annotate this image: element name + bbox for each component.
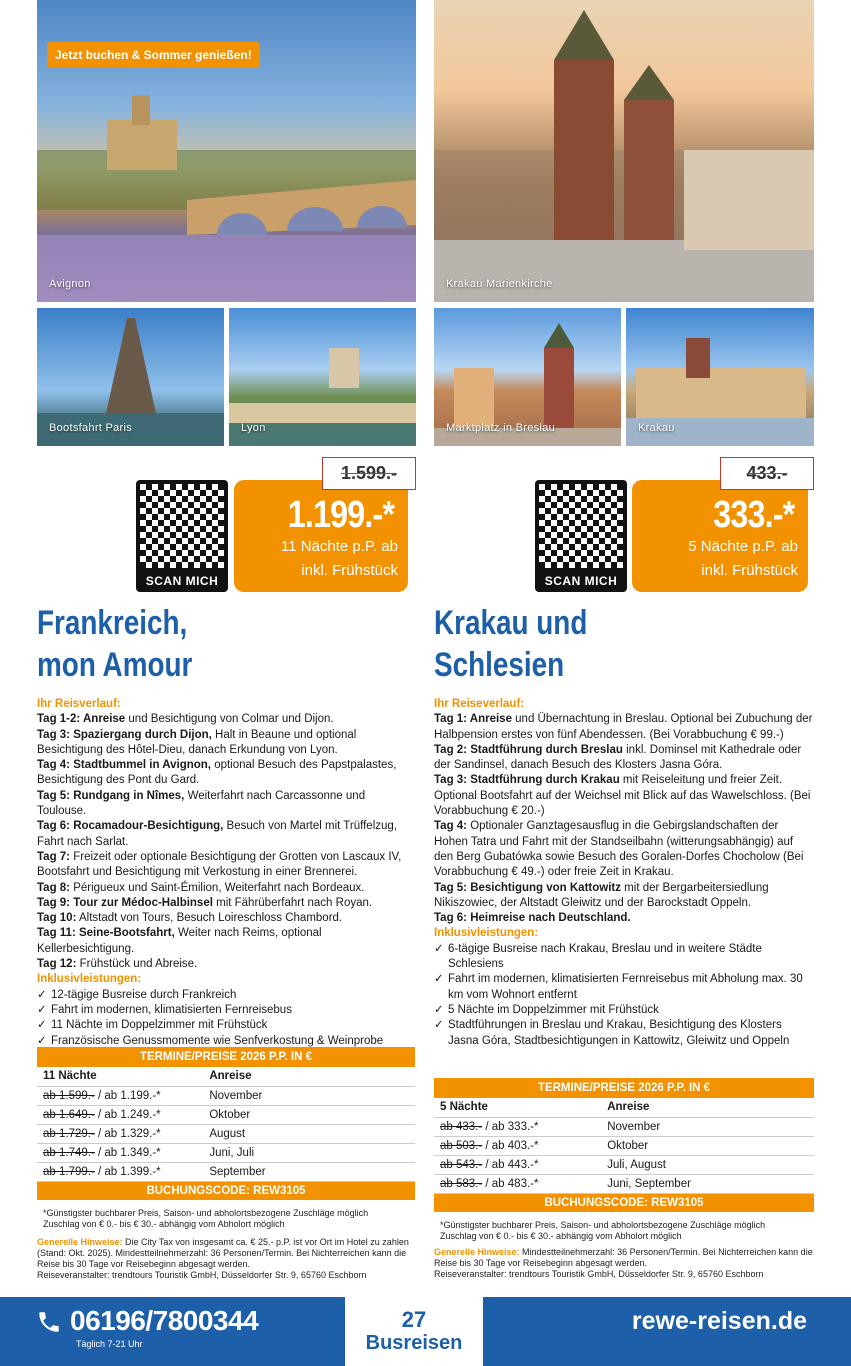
month-cell: Oktober (601, 1136, 814, 1155)
photo-krakau-marienkirche (434, 0, 814, 302)
itinerary-krakau (434, 697, 814, 1049)
route-day-label: Tag 5: Rundgang in Nîmes, (37, 789, 185, 802)
month-cell: September (203, 1162, 415, 1181)
price-nights: 5 Nächte p.P. ab (688, 538, 798, 555)
route-day (37, 896, 417, 911)
fine-print-frankreich (43, 1208, 413, 1230)
month-cell: Oktober (203, 1105, 415, 1124)
route-day-label: Tag 11: Seine-Bootsfahrt, (37, 927, 175, 940)
inclusions-list (434, 942, 814, 1049)
inclusion-item: ✓ 12-tägige Busreise durch Frankreich (37, 988, 417, 1003)
col-arrival: Anreise (203, 1067, 415, 1086)
route-day (37, 758, 417, 789)
inclusions-heading: Inklusivleistungen: (434, 927, 539, 940)
old-price-cell: ab 503.- (440, 1139, 483, 1152)
price-table-krakau (434, 1078, 814, 1212)
old-price: 1.599.- (322, 457, 416, 490)
route-day (434, 911, 814, 926)
route-day-label: Tag 3: Stadtführung durch Krakau (434, 774, 620, 787)
price-box-frankreich (234, 480, 408, 592)
month-cell: Juli, August (601, 1155, 814, 1174)
fine-line-1: *Günstigster buchbarer Preis, Saison- und abholortsbezogene Zuschläge möglich (43, 1208, 369, 1218)
route-day (37, 850, 417, 881)
route-day-text: mit Fährüberfahrt nach Royan. (212, 896, 373, 909)
route-day (37, 911, 417, 926)
title-krakau-line1: Krakau und (434, 604, 588, 642)
month-cell: November (203, 1086, 415, 1105)
hints-krakau (434, 1247, 814, 1280)
table-row (37, 1124, 415, 1143)
price-cell (434, 1155, 601, 1174)
itinerary-frankreich (37, 697, 417, 1049)
hint-label: Generelle Hinweise: (434, 1247, 520, 1257)
inclusions-list (37, 988, 417, 1049)
table-heading: TERMINE/PREISE 2026 P.P. IN € (434, 1078, 814, 1098)
photo-paris (37, 308, 224, 446)
table-row (434, 1155, 814, 1174)
table-row (37, 1086, 415, 1105)
phone-icon (36, 1309, 62, 1335)
route-day-text: Weiter nach Reims, optional Kellerbesichtigung. (37, 927, 322, 955)
route-day (37, 712, 417, 727)
scan-label: SCAN MICH (544, 574, 618, 588)
new-price-cell: / ab 1.399.-* (94, 1165, 161, 1178)
qr-code-krakau[interactable] (535, 480, 627, 592)
new-price-cell: / ab 443.-* (482, 1158, 539, 1171)
price-cell (37, 1086, 203, 1105)
caption-paris: Bootsfahrt Paris (49, 422, 133, 434)
route-day-text: Frühstück und Abreise. (76, 958, 198, 971)
table-row (37, 1162, 415, 1181)
old-price-cell: ab 1.729.- (43, 1127, 95, 1140)
hint-text: Mindestteilnehmerzahl: 36 Personen/Termin. Bei Nichterreichen kann die Reise bis 30 Tage vor Reisebeginn abgesagt werden. (434, 1247, 813, 1268)
hints-frankreich (37, 1237, 417, 1281)
route-heading: Ihr Reiseverlauf: (434, 698, 525, 710)
route-day-label: Tag 9: Tour zur Médoc-Halbinsel (37, 896, 213, 909)
old-price-cell: ab 1.799.- (43, 1165, 95, 1178)
route-day-text: Weiterfahrt nach Carcassonne und Toulouse. (37, 789, 366, 818)
fine-line-2: Zuschlag von € 0.- bis € 30.- abhängig vom Abholort möglich (43, 1219, 285, 1229)
price-cell (37, 1105, 203, 1124)
col-nights: 5 Nächte (434, 1098, 601, 1117)
table-row (37, 1105, 415, 1124)
table-heading: TERMINE/PREISE 2026 P.P. IN € (37, 1047, 415, 1067)
inclusion-item: ✓ Französische Genussmomente wie Senfverkostung & Weinprobe (37, 1034, 417, 1049)
table-head-row (37, 1047, 415, 1067)
new-price-cell: / ab 483.-* (482, 1177, 539, 1190)
old-price-cell: ab 543.- (440, 1158, 483, 1171)
month-cell: November (601, 1117, 814, 1136)
table-col-headers (434, 1098, 814, 1117)
route-day-text: Altstadt von Tours, Besuch Loireschloss Chambord. (76, 912, 343, 925)
marienkirche-illustration (434, 0, 814, 302)
new-price-cell: / ab 1.329.-* (94, 1127, 161, 1140)
route-day (434, 712, 814, 743)
old-price-cell: ab 1.649.- (43, 1108, 95, 1121)
title-krakau-line2: Schlesien (434, 646, 565, 684)
route-day-label: Tag 2: Stadtführung durch Breslau (434, 743, 623, 756)
route-day-text: mit Reiseleitung und freier Zeit. Optional Bootsfahrt auf der Weichsel mit Blick auf das Wawelschloss. (Bei Vorabbuchung € 20.-) (434, 774, 811, 818)
route-day-text: und Übernachtung in Breslau. Optional bei Zubuchung der Halbpension erstes von fünf Abendessen. (Bei Vorabbuchung € 99.-) (434, 713, 813, 741)
booking-code: BUCHUNGSCODE: REW3105 (434, 1193, 814, 1212)
page-marker (345, 1297, 483, 1366)
fine-line-1: *Günstigster buchbarer Preis, Saison- und abholortsbezogene Zuschläge möglich (440, 1220, 766, 1230)
old-price: 433.- (720, 457, 814, 490)
operator: Reiseveranstalter: trendtours Touristik GmbH, Düsseldorfer Str. 9, 65760 Eschborn (37, 1270, 367, 1280)
photo-breslau (434, 308, 621, 446)
current-price: 1.199.-* (287, 494, 394, 536)
old-price-cell: ab 1.749.- (43, 1146, 95, 1159)
table-head-row (434, 1078, 814, 1098)
inclusions-heading: Inklusivleistungen: (37, 973, 142, 986)
inclusion-item: ✓ 11 Nächte im Doppelzimmer mit Frühstück (37, 1018, 417, 1033)
booking-code-row (37, 1181, 415, 1200)
table-row (434, 1174, 814, 1193)
route-day-label: Tag 1-2: Anreise (37, 713, 126, 726)
price-cell (37, 1124, 203, 1143)
phone-hours: Täglich 7-21 Uhr (76, 1339, 143, 1349)
new-price-cell: / ab 403.-* (482, 1139, 539, 1152)
route-day-label: Tag 12: (37, 958, 77, 971)
route-day (37, 819, 417, 850)
promo-badge: Jetzt buchen & Sommer genießen! (47, 42, 260, 68)
page-number: 27 (401, 1307, 427, 1332)
booking-code: BUCHUNGSCODE: REW3105 (37, 1181, 415, 1200)
month-cell: August (203, 1124, 415, 1143)
new-price-cell: / ab 1.349.-* (94, 1146, 161, 1159)
scan-label: SCAN MICH (145, 574, 219, 588)
route-day-label: Tag 6: Heimreise nach Deutschland. (434, 912, 631, 925)
price-cell (434, 1117, 601, 1136)
hint-label: Generelle Hinweise: (37, 1237, 123, 1247)
caption-lyon: Lyon (241, 422, 266, 434)
route-day (37, 926, 417, 957)
booking-code-row (434, 1193, 814, 1212)
route-day-label: Tag 8: (37, 881, 71, 894)
price-nights: 11 Nächte p.P. ab (280, 538, 398, 555)
price-table-frankreich (37, 1047, 415, 1200)
photo-lyon (229, 308, 416, 446)
route-heading: Ihr Reisverlauf: (37, 698, 121, 710)
route-day-label: Tag 5: Besichtigung von Kattowitz (434, 881, 621, 894)
new-price-cell: / ab 1.249.-* (94, 1108, 161, 1121)
qr-pattern (539, 484, 623, 568)
route-day-text: Halt in Beaune und optional Besichtigung des Hôtel-Dieu, danach Erkundung von Lyon. (37, 728, 357, 756)
inclusion-item: ✓ Fahrt im modernen, klimatisierten Fernreisebus mit Abholung max. 30 km vom Wohnort entfernt (434, 972, 814, 1003)
route-day (434, 773, 814, 819)
route-day-text: mit der Bergarbeitersiedlung Nikiszowiec, der Altstadt Gleiwitz und der Barockstadt Oppeln. (434, 881, 769, 909)
title-frankreich-line1: Frankreich, (37, 604, 188, 642)
price-box-krakau (632, 480, 808, 592)
caption-krakau-marienkirche: Krakau Marienkirche (446, 278, 553, 290)
route-day-label: Tag 10: (37, 912, 77, 925)
old-price-cell: ab 583.- (440, 1177, 483, 1190)
fine-print-krakau (440, 1220, 810, 1242)
route-day (37, 881, 417, 896)
table-row (37, 1143, 415, 1162)
col-nights: 11 Nächte (37, 1067, 203, 1086)
section-name: Busreisen (365, 1332, 463, 1354)
operator: Reiseveranstalter: trendtours Touristik GmbH, Düsseldorfer Str. 9, 65760 Eschborn (434, 1269, 764, 1279)
price-cell (37, 1162, 203, 1181)
hint-text: Die City Tax von insgesamt ca. € 25.- p.P. ist vor Ort im Hotel zu zahlen (Stand: Okt. 2025). Mindestteilnehmerzahl: 36 Personen/Termin. Bei Nichterreichen kann die Reise bis 30 Tage vor Reisebeginn abgesagt werden. (37, 1237, 409, 1269)
fine-line-2: Zuschlag von € 0.- bis € 30.- abhängig vom Abholort möglich (440, 1231, 682, 1241)
route-day-label: Tag 4: (434, 820, 468, 833)
price-cell (434, 1174, 601, 1193)
phone-number[interactable]: 06196/7800344 (70, 1305, 259, 1336)
table-row (434, 1117, 814, 1136)
price-board: inkl. Frühstück (301, 562, 398, 579)
route-day-text: und Besichtigung von Colmar und Dijon. (125, 713, 334, 726)
current-price: 333.-* (712, 494, 794, 536)
price-cell (434, 1136, 601, 1155)
route-day-label: Tag 3: Spaziergang durch Dijon, (37, 728, 212, 741)
route-day (434, 819, 814, 880)
route-day-text: optional Besuch des Papstpalastes, Besichtigung des Pont du Gard. (37, 759, 397, 787)
route-day-label: Tag 1: Anreise (434, 713, 512, 726)
inclusion-item: ✓ Stadtführungen in Breslau und Krakau, Besichtigung des Klosters Jasna Góra, Stadtbesichtigungen in Kattowitz, Gleiwitz und Oppeln (434, 1018, 814, 1049)
qr-pattern (140, 484, 224, 568)
month-cell: Juni, September (601, 1174, 814, 1193)
route-day (434, 743, 814, 774)
title-frankreich-line2: mon Amour (37, 646, 193, 684)
route-day-text: Freizeit oder optionale Besichtigung der Grotten von Lascaux IV, Bootsfahrt und Besichtigung mit Verkostung in einer Brennerei. (37, 850, 402, 879)
inclusion-item: ✓ 5 Nächte im Doppelzimmer mit Frühstück (434, 1003, 814, 1018)
caption-breslau: Marktplatz in Breslau (446, 422, 556, 434)
month-cell: Juni, Juli (203, 1143, 415, 1162)
route-day-text: Optionaler Ganztagesausflug in die Gebirgslandschaften der Hohen Tatra und Fahrt mit der Standseilbahn (witterungsabhängig) auf den Berg Gubatówka sowie Besuch des Goralen-Dorfes Chocholow (Bei Vorabbuchung € 49.-) oder freie Zeit in Krakau. (434, 820, 804, 879)
caption-krakau: Krakau (638, 422, 675, 434)
col-arrival: Anreise (601, 1098, 814, 1117)
route-day-label: Tag 7: (37, 850, 71, 863)
website-link[interactable]: rewe-reisen.de (631, 1307, 807, 1335)
new-price-cell: / ab 333.-* (482, 1120, 539, 1133)
route-day-text: inkl. Dominsel mit Kathedrale oder der Sandinsel, danach Besuch des Klosters Jasna Góra. (434, 743, 802, 772)
price-cell (37, 1143, 203, 1162)
caption-avignon: Avignon (49, 278, 91, 290)
route-day-label: Tag 6: Rocamadour-Besichtigung, (37, 820, 224, 833)
route-day-text: Périgueux und Saint-Émilion, Weiterfahrt nach Bordeaux. (70, 881, 365, 894)
route-day (37, 957, 417, 972)
table-row (434, 1136, 814, 1155)
route-day (434, 881, 814, 912)
old-price-cell: ab 433.- (440, 1120, 483, 1133)
route-day (37, 789, 417, 820)
route-day (37, 728, 417, 759)
table-col-headers (37, 1067, 415, 1086)
price-board: inkl. Frühstück (701, 562, 798, 579)
photo-krakau (626, 308, 814, 446)
route-day-text: Besuch von Martel mit Trüffelzug, Fahrt nach Sarlat. (37, 820, 397, 848)
route-day-label: Tag 4: Stadtbummel in Avignon, (37, 759, 211, 772)
new-price-cell: / ab 1.199.-* (94, 1089, 161, 1102)
inclusion-item: ✓ 6-tägige Busreise nach Krakau, Breslau und in weitere Städte Schlesiens (434, 942, 814, 973)
qr-code-frankreich[interactable] (136, 480, 228, 592)
footer (0, 1297, 851, 1366)
inclusion-item: ✓ Fahrt im modernen, klimatisierten Fernreisebus (37, 1003, 417, 1018)
old-price-cell: ab 1.599.- (43, 1089, 95, 1102)
